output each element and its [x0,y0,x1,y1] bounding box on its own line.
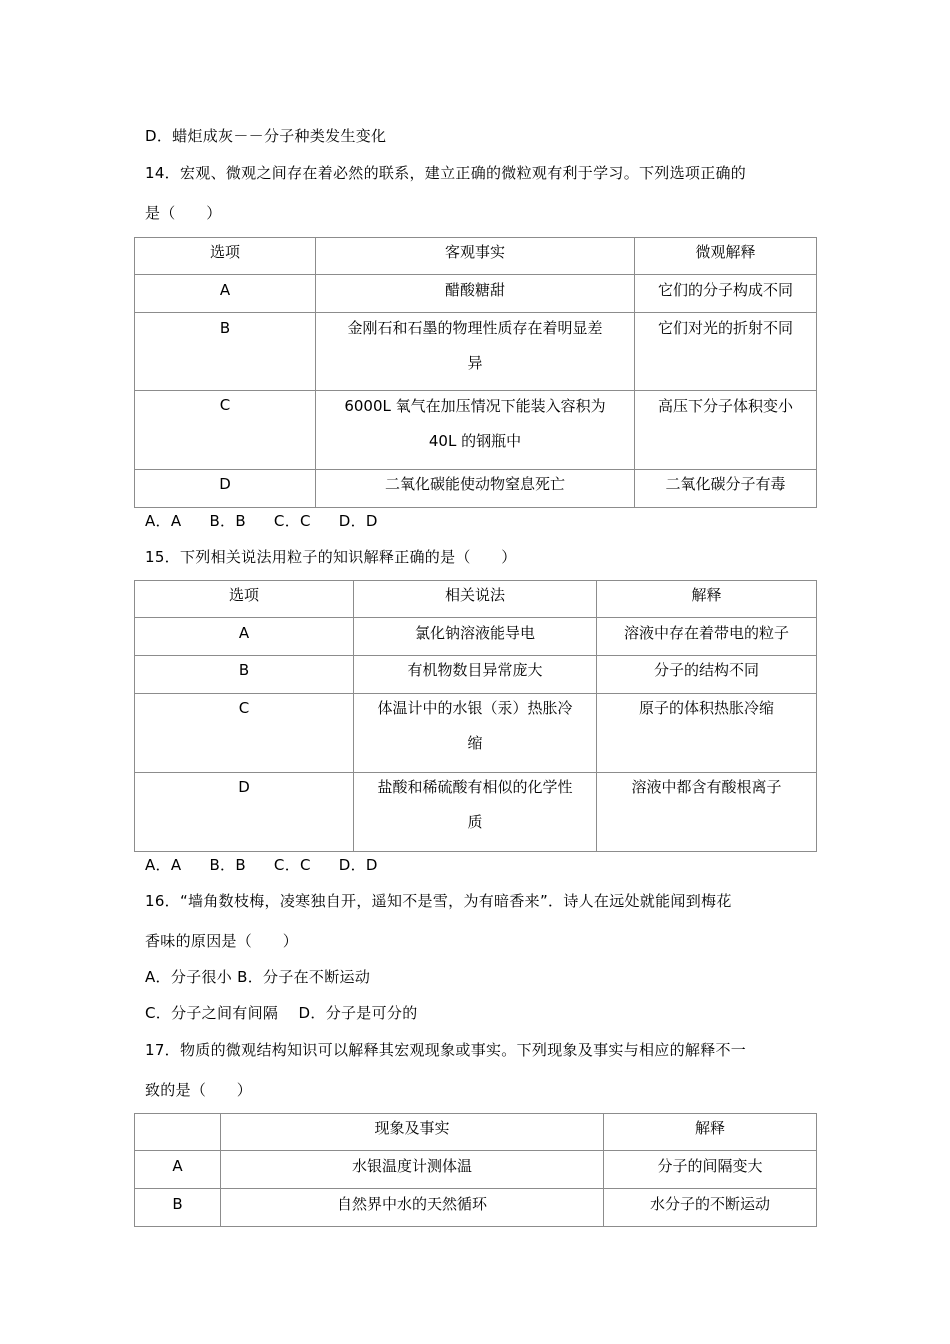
header-cell: 选项 [135,238,316,275]
option-cell: B [135,656,354,694]
q15-table [134,580,817,852]
table-row [135,470,817,508]
explanation-cell: 分子的结构不同 [597,656,817,694]
statement-line: 体温计中的水银（汞）热胀冷 [377,699,573,717]
statement-cell [354,694,597,773]
option-cell: C [135,694,354,773]
q17-table [134,1113,817,1227]
q17-stem-line2: 致的是（ ） [145,1081,253,1099]
header-cell: 微观解释 [635,238,817,275]
option-a: A．A [145,856,182,874]
explanation-cell: 原子的体积热胀冷缩 [597,694,817,773]
table-row [135,618,817,656]
explanation-cell: 溶液中都含有酸根离子 [597,773,817,852]
statement-line: 缩 [467,734,483,752]
q16-stem-line1: 16．“墙角数枝梅，凌寒独自开，遥知不是雪，为有暗香来”．诗人在远处就能闻到梅花 [145,892,732,910]
option-cell: D [135,470,316,508]
explanation-cell: 溶液中存在着带电的粒子 [597,618,817,656]
option-b: B．B [209,856,246,874]
table-header-row [135,1114,817,1151]
statement-cell: 有机物数目异常庞大 [354,656,597,694]
table-row [135,1151,817,1189]
explanation-cell: 它们对光的折射不同 [635,313,817,391]
fact-line: 40L 的钢瓶中 [428,432,522,450]
header-cell: 相关说法 [354,581,597,618]
option-cell: D [135,773,354,852]
option-cell: A [135,618,354,656]
option-cell: B [135,313,316,391]
table-row [135,656,817,694]
statement-cell [354,773,597,852]
fact-cell [316,391,635,470]
option-cell: B [135,1189,221,1227]
q13-option-d: D．蜡炬成灰－－分子种类发生变化 [145,127,387,145]
explanation-cell: 高压下分子体积变小 [635,391,817,470]
statement-line: 盐酸和稀硫酸有相似的化学性 [377,778,573,796]
option-d: D．D [338,856,378,874]
option-cell: A [135,1151,221,1189]
fact-cell: 水银温度计测体温 [221,1151,604,1189]
option-c: C．C [273,512,311,530]
header-cell: 现象及事实 [221,1114,604,1151]
q16-options-line2: C．分子之间有间隔 D．分子是可分的 [145,1004,418,1022]
option-b: B．B [209,512,246,530]
table-row [135,313,817,391]
table-header-row [135,581,817,618]
fact-cell [316,313,635,391]
q14-table [134,237,817,508]
explanation-cell: 它们的分子构成不同 [635,275,817,313]
fact-line: 6000L 氧气在加压情况下能装入容积为 [344,397,606,415]
table-row [135,275,817,313]
header-cell: 解释 [597,581,817,618]
table-row [135,694,817,773]
option-d: D．D [338,512,378,530]
q14-stem-line1: 14．宏观、微观之间存在着必然的联系，建立正确的微粒观有利于学习。下列选项正确的 [145,164,747,182]
q16-stem-line2: 香味的原因是（ ） [145,932,299,950]
table-row [135,773,817,852]
explanation-cell: 分子的间隔变大 [604,1151,817,1189]
option-c: C．C [273,856,311,874]
statement-cell: 氯化钠溶液能导电 [354,618,597,656]
option-cell: A [135,275,316,313]
header-cell: 选项 [135,581,354,618]
fact-line: 金刚石和石墨的物理性质存在着明显差 [347,319,603,337]
option-cell: C [135,391,316,470]
q15-stem: 15．下列相关说法用粒子的知识解释正确的是（ ） [145,548,517,566]
q17-stem-line1: 17．物质的微观结构知识可以解释其宏观现象或事实。下列现象及事实与相应的解释不一 [145,1041,747,1059]
q16-options-line1: A．分子很小 B．分子在不断运动 [145,968,371,986]
table-row [135,1189,817,1227]
fact-cell: 二氧化碳能使动物窒息死亡 [316,470,635,508]
q14-options [145,511,406,531]
table-header-row [135,238,817,275]
option-a: A．A [145,512,182,530]
statement-line: 质 [467,813,483,831]
fact-cell: 自然界中水的天然循环 [221,1189,604,1227]
explanation-cell: 水分子的不断运动 [604,1189,817,1227]
header-cell: 客观事实 [316,238,635,275]
fact-line: 异 [467,354,483,372]
q15-options [145,855,406,875]
fact-cell: 醋酸糖甜 [316,275,635,313]
q14-stem-line2: 是（ ） [145,204,222,222]
table-row [135,391,817,470]
header-cell [135,1114,221,1151]
header-cell: 解释 [604,1114,817,1151]
explanation-cell: 二氧化碳分子有毒 [635,470,817,508]
